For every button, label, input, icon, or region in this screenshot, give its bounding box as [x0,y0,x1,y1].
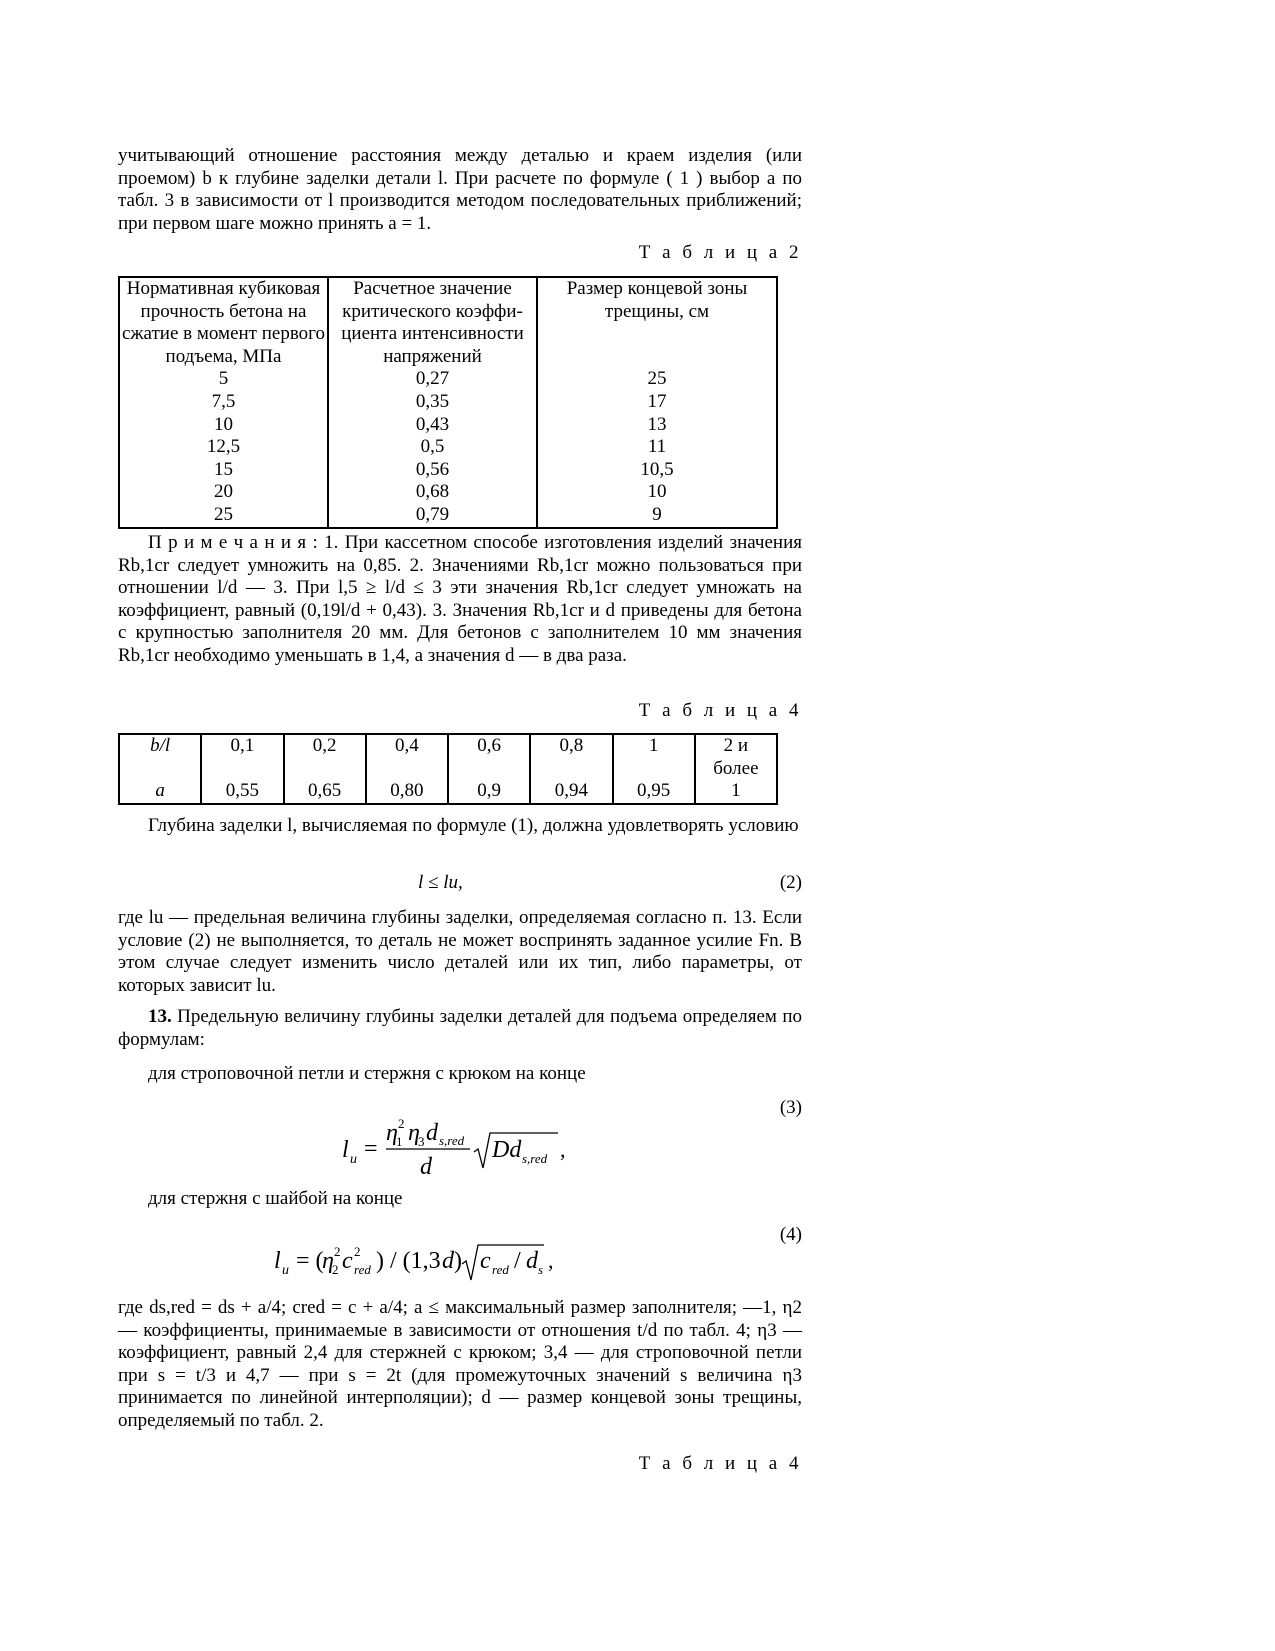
table4-cell [201,734,283,804]
svg-text:red: red [354,1262,371,1277]
svg-text:,: , [560,1137,566,1162]
table4-cell [366,734,448,804]
table2-cell: 7,5 [211,390,236,412]
table2-row [119,481,777,504]
svg-text:/: / [514,1248,521,1274]
table2-cell: 10 [537,481,777,504]
case1-block [118,1063,802,1086]
svg-text:η: η [322,1248,334,1274]
table2-block [118,276,802,529]
equation4-graphic [270,1238,570,1284]
table4-cell [448,734,530,804]
footer-caption-block [118,1453,802,1476]
footer-caption: Т а б л и ц а 4 [638,1453,802,1474]
equation3-graphic [340,1112,590,1182]
table4-row [119,734,777,804]
table2-cell: 10 [214,413,233,435]
depth-paragraph: Глубина заделки l, вычисляемая по формуле (1), должна удовлетворять условию [148,815,799,836]
notes-block [118,532,802,668]
table4-block [118,733,802,805]
svg-text:2: 2 [398,1116,405,1131]
table2-caption: Т а б л и ц а 2 [638,242,802,263]
table2-header-row [119,277,777,368]
table4-row-label-b: b/l [150,735,171,756]
table4-cell [284,734,366,804]
equation2-number: (2) [779,872,802,893]
table2 [118,276,778,529]
table2-cell: 0,43 [328,414,537,437]
table4-b-value: 0,4 [395,735,419,756]
table2-cell: 15 [214,458,233,480]
table4-a-value: 0,94 [554,780,588,802]
svg-text:l: l [274,1248,281,1274]
depth-explanation: где lu — предельная величина глубины заделки, определяемая согласно п. 13. Если условие (2) не выполняется, то деталь не может воспринять заданное усилие Fn. В этом случае следует изменить число деталей или их тип, либо параметры, от которых зависит lu. [118,907,802,996]
table4-b-value: 1 [648,735,659,756]
svg-text:u: u [282,1263,289,1278]
table2-header: Нормативная кубиковая прочность бетона на сжатие в момент первого подъема, МПа [122,278,325,367]
table2-cell: 10,5 [537,459,777,482]
table4-b-value: 0,2 [312,735,337,756]
equation3-number: (3) [779,1097,802,1118]
intro-paragraph: учитывающий отношение расстояния между деталью и краем изделия (или проемом) b к глубине заделки детали l. При расчете по формуле ( 1 ) выбор a по табл. 3 в зависимости от l производится методом последовательных приближений; при первом шаге можно принять a = 1. [118,145,802,234]
svg-text:d: d [526,1248,538,1274]
table4-caption-block [118,700,802,723]
svg-text:u: u [350,1152,357,1167]
table2-cell: 0,68 [328,481,537,504]
notes-text: 1. При кассетном способе изготовления изделий значения Rb,1cr следует умножить на 0,85. 2. Значениями Rb,1cr можно пользоваться при отношении l/d — 3. При l,5 ≥ l/d ≤ 3 эти значения Rb,1cr следует умножать на коэффициент, равный (0,19l/d + 0,43). 3. Значения Rb,1cr и d приведены для бетона с крупностью заполнителя 20 мм. Для бетонов с заполнителем 10 мм значения Rb,1cr необходимо уменьшать в 1,4, а значения d — в два раза. [118,532,802,666]
svg-text:2: 2 [334,1244,341,1259]
equation3 [340,1112,590,1182]
table2-row [119,391,777,414]
equation2: l ≤ lu, [418,872,463,893]
table2-row [119,504,777,528]
table4-a-value: 0,95 [637,780,671,802]
table2-cell: 5 [218,368,229,390]
table2-cell: 0,27 [328,368,537,391]
table4-b-value: 0,1 [230,735,255,756]
svg-text:,: , [548,1248,554,1273]
table4-a-value: 0,55 [225,780,259,802]
table4-cell [530,734,612,804]
depth-block [118,815,802,838]
svg-text:3: 3 [418,1134,425,1149]
notes-label: П р и м е ч а н и я : [148,532,318,553]
table2-cell: 9 [537,504,777,528]
table4-cell [695,734,777,804]
svg-text:η: η [386,1120,398,1146]
table2-cell: 0,5 [328,436,537,459]
table2-header: Размер концевой зоны трещины, см [537,277,777,368]
table4-b-value: 2 и более [713,735,759,779]
intro-block [118,145,802,235]
table4-a-value: 0,80 [390,780,424,802]
section13-number: 13. [148,1006,172,1027]
section13-explanation: где ds,red = ds + a/4; cred = c + a/4; a ≤ максимальный размер заполнителя; —1, η2 — коэффициенты, принимаемые в зависимости от отношения t/d по табл. 4; η3 — коэффициент, равный 2,4 для стержней с крюком; 3,4 — для строповочной петли при s = t/3 и 4,7 — при s = 2t (для промежуточных значений s величина η3 принимается по линейной интерполяции); d — размер концевой зоны трещины, определяемый по табл. 2. [118,1297,802,1431]
table2-header: Расчетное значение критического коэффи-циента интенсивности напряжений [328,277,537,368]
notes-paragraph [118,532,802,668]
table2-cell: 0,79 [328,504,537,528]
case2-block [118,1188,802,1211]
svg-text:2: 2 [354,1244,361,1259]
svg-text:s: s [538,1262,544,1277]
svg-text:Dd: Dd [492,1137,522,1163]
table4-a-value: 0,9 [477,780,501,802]
table2-caption-block [118,242,802,265]
table2-cell: 0,56 [328,459,537,482]
svg-text:d: d [420,1154,432,1180]
section13-block [118,1006,802,1051]
table4 [118,733,778,805]
table2-row [119,414,777,437]
svg-text:l: l [342,1137,349,1163]
table4-b-value: 0,8 [559,735,584,756]
table2-cell: 25 [537,368,777,391]
case2-text: для стержня с шайбой на конце [148,1188,403,1209]
table2-row [119,436,777,459]
svg-text:c: c [342,1248,353,1274]
svg-text:d: d [426,1120,438,1146]
svg-text:c: c [480,1248,491,1274]
table2-cell: 13 [537,414,777,437]
table4-a-value: 0,65 [308,780,342,802]
svg-text:= (: = ( [296,1248,324,1274]
table4-row-label-a: a [155,780,165,802]
table2-cell: 0,35 [328,391,537,414]
section13-paragraph [118,1006,802,1051]
section13-explanation-block [118,1297,802,1433]
table2-row [119,459,777,482]
section13-text: Предельную величину глубины заделки деталей для подъема определяем по формулам: [118,1006,802,1050]
equation4-number: (4) [779,1224,802,1245]
svg-text:red: red [492,1262,509,1277]
svg-text:s,red: s,red [522,1151,548,1166]
table4-caption: Т а б л и ц а 4 [638,700,802,721]
svg-text:=: = [364,1136,378,1162]
table4-a-value: 1 [731,780,741,802]
svg-text:d: d [442,1248,454,1274]
table2-cell: 12,5 [206,436,241,458]
svg-text:s,red: s,red [439,1133,465,1148]
table2-cell: 20 [214,481,233,503]
table4-label-cell [119,734,201,804]
svg-text:η: η [408,1120,420,1146]
svg-text:1: 1 [396,1134,403,1149]
table2-cell: 11 [537,436,777,459]
table4-cell [613,734,695,804]
svg-text:): ) [454,1248,462,1274]
table4-b-value: 0,6 [477,735,501,756]
table2-cell: 17 [537,391,777,414]
depth-explanation-block [118,907,802,997]
case1-text: для строповочной петли и стержня с крюком на конце [148,1063,586,1084]
svg-text:2: 2 [332,1262,339,1277]
table2-cell: 25 [214,503,233,525]
equation2-block [118,872,802,896]
equation4 [270,1238,570,1284]
table2-row [119,368,777,391]
svg-text:) / (1,3: ) / (1,3 [376,1248,441,1274]
